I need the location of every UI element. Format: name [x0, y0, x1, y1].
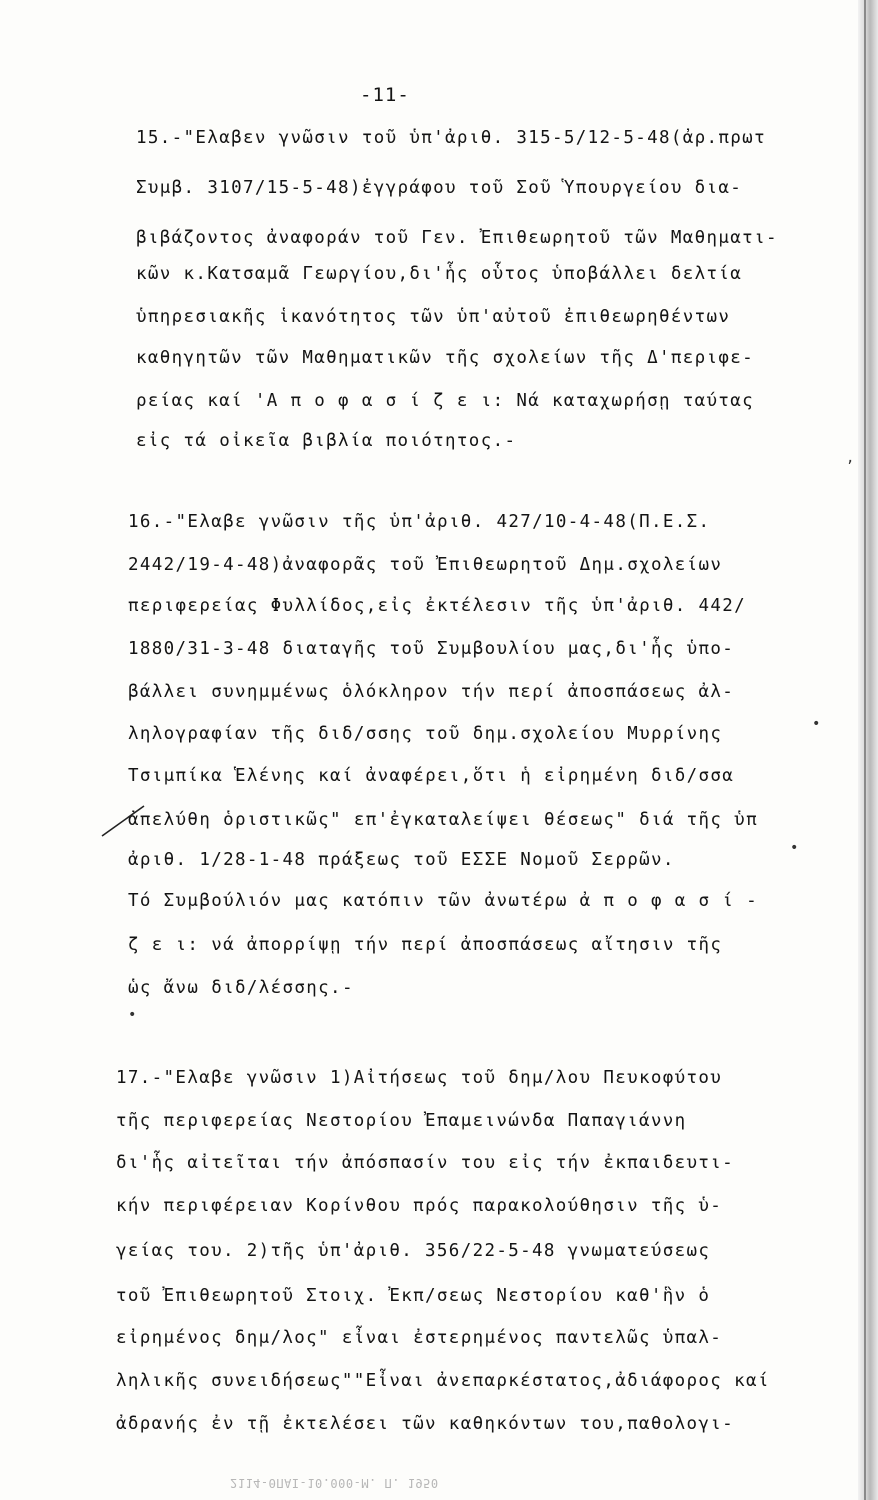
- margin-dot: ,: [846, 450, 855, 466]
- text-line: ρείας καί 'Α π ο φ α σ ί ζ ε ι: Νά καταχωρήσῃ ταύτας: [136, 391, 755, 411]
- text-line: 17.-"Ελαβε γνῶσιν 1)Αἰτήσεως τοῦ δημ/λου Πευκοφύτου: [116, 1068, 723, 1088]
- footer-print-line: 2114-ΘΠΑΙ-10.000-Μ. Π. 1950: [230, 1476, 439, 1490]
- text-line: κήν περιφέρειαν Κορίνθου πρός παρακολούθησιν τῆς ὑ-: [116, 1196, 723, 1216]
- text-line: βιβάζοντος ἀναφοράν τοῦ Γεν. Ἐπιθεωρητοῦ τῶν Μαθηματι-: [136, 228, 778, 248]
- text-line: ζ ε ι: νά ἀπορρίψῃ τήν περί ἀποσπάσεως αἴτησιν τῆς: [128, 935, 723, 955]
- text-line: καθηγητῶν τῶν Μαθηματικῶν τῆς σχολείων τῆς Δ'περιφε-: [136, 348, 755, 368]
- text-line: 15.-"Ελαβεν γνῶσιν τοῦ ὑπ'ἀριθ. 315-5/12-5-48(ἀρ.πρωτ: [136, 128, 766, 148]
- margin-dot: •: [790, 840, 799, 856]
- text-line: 16.-"Ελαβε γνῶσιν τῆς ὑπ'ἀριθ. 427/10-4-48(Π.Ε.Σ.: [128, 512, 711, 532]
- text-line: γείας του. 2)τῆς ὑπ'ἀριθ. 356/22-5-48 γνωματεύσεως: [116, 1241, 711, 1261]
- page-edge-shadow: [858, 0, 878, 1500]
- text-line: δι'ἧς αἰτεῖται τήν ἀπόσπασίν του εἰς τήν ἐκπαιδευτι-: [116, 1153, 735, 1173]
- text-line: τῆς περιφερείας Νεστορίου Ἐπαμεινώνδα Παπαγιάννη: [116, 1111, 687, 1131]
- pen-stroke-mark: [100, 800, 160, 840]
- text-line: ληλογραφίαν τῆς διδ/σσης τοῦ δημ.σχολείου Μυρρίνης: [128, 724, 723, 744]
- text-line: ληλικῆς συνειδήσεως""Εἶναι ἀνεπαρκέστατος,ἀδιάφορος καί: [116, 1371, 770, 1391]
- text-line: ὑπηρεσιακῆς ἱκανότητος τῶν ὑπ'αὐτοῦ ἐπιθεωρηθέντων: [136, 307, 731, 327]
- text-line: ἀδρανής ἐν τῇ ἐκτελέσει τῶν καθηκόντων του,παθολογι-: [116, 1414, 735, 1434]
- text-line: περιφερείας Φυλλίδος,εἰς ἐκτέλεσιν τῆς ὑπ'ἀριθ. 442/: [128, 596, 747, 616]
- text-line: βάλλει συνημμένως ὁλόκληρον τήν περί ἀποσπάσεως ἀλ-: [128, 682, 735, 702]
- page-number: -11-: [360, 84, 410, 106]
- text-line: Τό Συμβούλιόν μας κατόπιν τῶν ἀνωτέρω ἀ π ο φ α σ ί -: [128, 891, 758, 911]
- text-line: Συμβ. 3107/15-5-48)ἐγγράφου τοῦ Σοῦ Ὑπουργείου δια-: [136, 178, 743, 198]
- text-line: ἀπελύθη ὁριστικῶς" επ'ἐγκαταλείψει θέσεως" διά τῆς ὑπ: [128, 810, 758, 830]
- text-line: Τσιμπίκα Ἑλένης καί ἀναφέρει,ὅτι ἡ εἰρημένη διδ/σσα: [128, 766, 735, 786]
- text-line: εἰρημένος δημ/λος" εἶναι ἐστερημένος παντελῶς ὑπαλ-: [116, 1328, 723, 1348]
- text-line: 1880/31-3-48 διαταγῆς τοῦ Συμβουλίου μας,δι'ἧς ὑπο-: [128, 639, 735, 659]
- text-line: κῶν κ.Κατσαμᾶ Γεωργίου,δι'ἧς οὗτος ὑποβάλλει δελτία: [136, 264, 743, 284]
- text-line: ἀριθ. 1/28-1-48 πράξεως τοῦ ΕΣΣΕ Νομοῦ Σερρῶν.: [128, 850, 675, 870]
- text-line: ὡς ἄνω διδ/λέσσης.-: [128, 978, 354, 998]
- margin-dot: •: [128, 1007, 137, 1023]
- text-line: τοῦ Ἐπιθεωρητοῦ Στοιχ. Ἐκπ/σεως Νεστορίου καθ'ἣν ὁ: [116, 1286, 711, 1306]
- text-line: 2442/19-4-48)ἀναφορᾶς τοῦ Ἐπιθεωρητοῦ Δημ.σχολείων: [128, 555, 723, 575]
- text-line: εἰς τά οἰκεῖα βιβλία ποιότητος.-: [136, 431, 517, 451]
- margin-dot: •: [812, 716, 821, 732]
